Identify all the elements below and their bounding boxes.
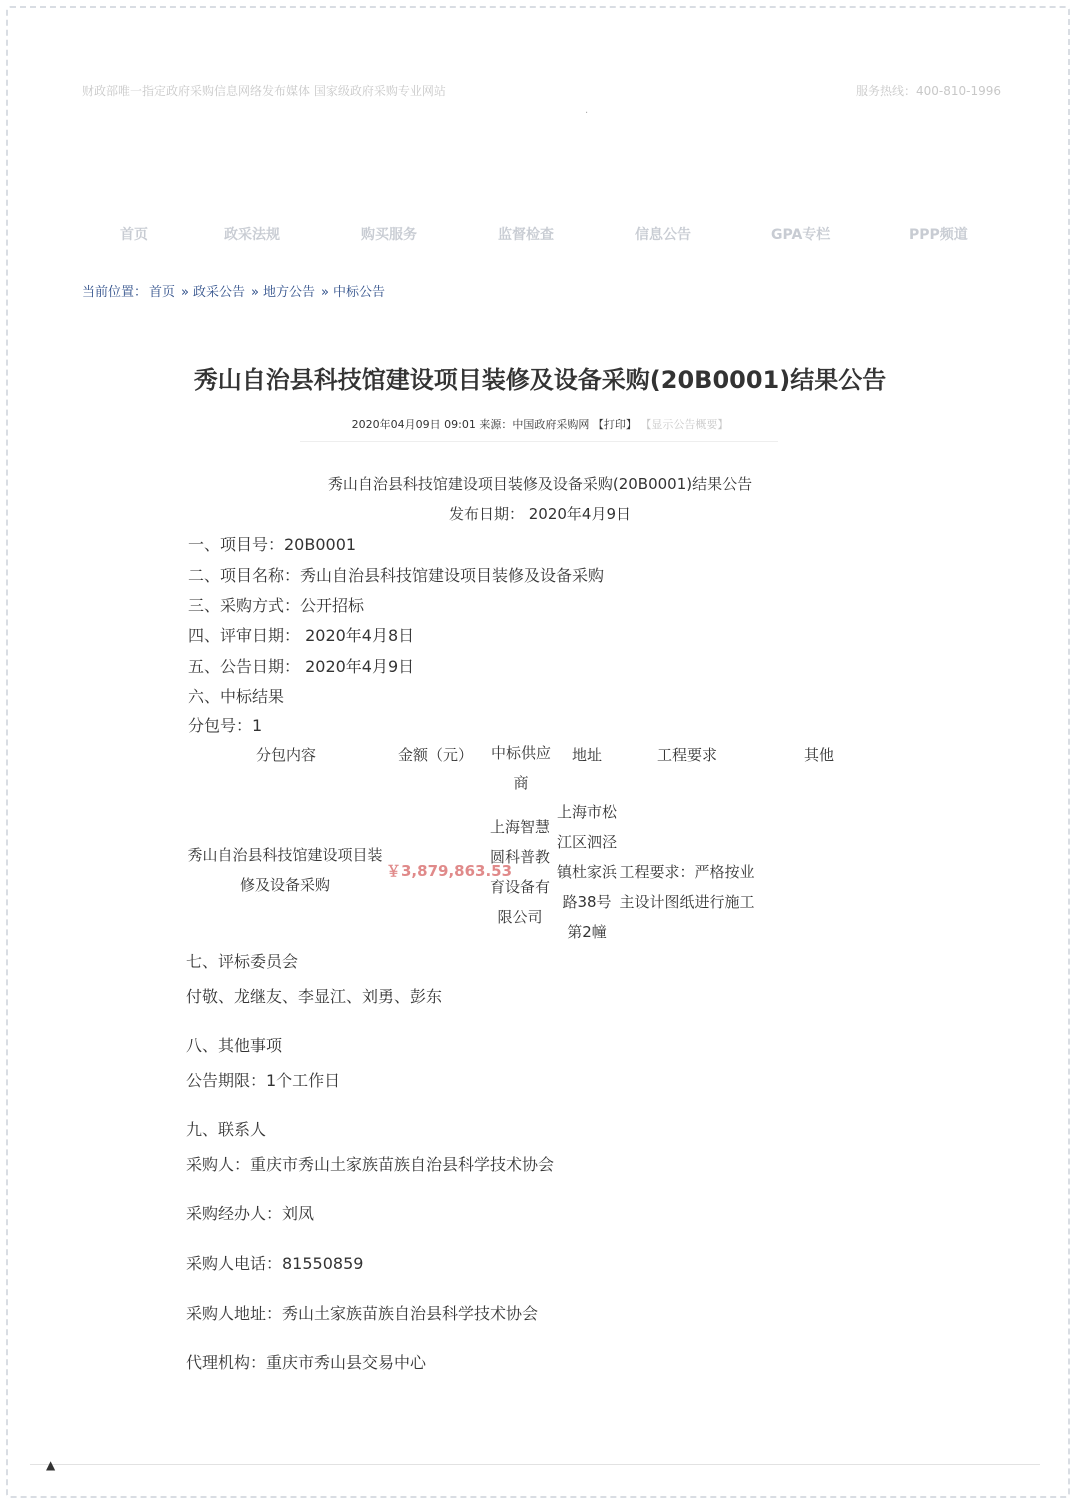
article-meta: [0, 416, 1080, 432]
main-nav: [0, 224, 1080, 246]
col-supplier: 中标供应商: [490, 744, 551, 792]
nav-gpa[interactable]: GPA专栏: [771, 227, 831, 243]
breadcrumb-separator: »: [321, 285, 329, 300]
breadcrumb-separator: »: [251, 285, 259, 300]
breadcrumb-home[interactable]: 首页: [149, 285, 176, 300]
cell-amount: ￥3,879,863.53: [386, 862, 513, 880]
package-number: 分包号：1: [188, 716, 263, 735]
col-content: 分包内容: [256, 746, 317, 764]
nav-purchase-services[interactable]: 购买服务: [361, 227, 417, 243]
review-date: 四、评审日期： 2020年4月8日: [188, 626, 415, 645]
buyer: 采购人：重庆市秀山土家族苗族自治县科学技术协会: [186, 1155, 555, 1174]
breadcrumb-prefix: 当前位置：: [82, 285, 148, 300]
service-hotline: 服务热线：400-810-1996: [856, 84, 1002, 98]
cell-address: 上海市松江区泗泾镇杜家浜路38号第2幢: [556, 803, 617, 941]
project-number: 一、项目号：20B0001: [188, 535, 357, 554]
nav-home[interactable]: 首页: [120, 227, 148, 243]
buyer-handler: 采购经办人：刘凤: [186, 1204, 315, 1223]
bottom-divider: [30, 1464, 1040, 1465]
cell-requirement: 工程要求：严格按业主设计图纸进行施工: [619, 863, 755, 911]
breadcrumb-procurement[interactable]: 政采公告: [193, 285, 246, 300]
award-result-heading: 六、中标结果: [188, 687, 285, 706]
notice-period: 公告期限：1个工作日: [186, 1071, 341, 1090]
nav-ppp[interactable]: PPP频道: [909, 227, 968, 243]
agency: 代理机构：重庆市秀山县交易中心: [186, 1353, 427, 1372]
announce-date: 五、公告日期： 2020年4月9日: [188, 657, 415, 676]
notice-subtitle: 秀山自治县科技馆建设项目装修及设备采购(20B0001)结果公告: [327, 475, 753, 493]
nav-announcements[interactable]: 信息公告: [635, 227, 691, 243]
breadcrumb-local[interactable]: 地方公告: [262, 285, 315, 300]
project-name: 二、项目名称：秀山自治县科技馆建设项目装修及设备采购: [188, 566, 605, 585]
other-matters-heading: 八、其他事项: [186, 1036, 283, 1055]
buyer-address: 采购人地址：秀山土家族苗族自治县科学技术协会: [186, 1304, 539, 1323]
publish-date: 发布日期： 2020年4月9日: [448, 505, 632, 523]
nav-regulations[interactable]: 政采法规: [224, 227, 280, 243]
procurement-method: 三、采购方式：公开招标: [188, 596, 365, 615]
col-other: 其他: [804, 746, 835, 764]
committee-members: 付敬、龙继友、李显江、刘勇、彭东: [186, 987, 443, 1006]
col-requirement: 工程要求: [657, 746, 718, 764]
cell-content: 秀山自治县科技馆建设项目装修及设备采购: [187, 846, 383, 894]
cell-supplier: 上海智慧圆科普教育设备有限公司: [489, 818, 550, 926]
contacts-heading: 九、联系人: [186, 1120, 267, 1139]
breadcrumb: [82, 281, 387, 300]
buyer-phone: 采购人电话：81550859: [186, 1254, 364, 1273]
divider: [300, 441, 778, 442]
show-summary-link[interactable]: 【显示公告概要】: [640, 418, 729, 431]
corner-mark: ▲: [46, 1458, 56, 1472]
col-amount: 金额（元）: [398, 746, 474, 764]
committee-heading: 七、评标委员会: [186, 952, 299, 971]
breadcrumb-award[interactable]: 中标公告: [332, 285, 385, 300]
site-tagline: 财政部唯一指定政府采购信息网络发布媒体 国家级政府采购专业网站: [82, 84, 446, 98]
article-meta-info: 2020年04月09日 09:01 来源：中国政府采购网 【打印】: [351, 418, 637, 431]
article-title: 秀山自治县科技馆建设项目装修及设备采购(20B0001)结果公告: [193, 366, 887, 394]
col-address: 地址: [572, 746, 603, 764]
nav-supervision[interactable]: 监督检查: [498, 227, 554, 243]
breadcrumb-separator: »: [181, 285, 189, 300]
scan-speck: ·: [585, 108, 589, 119]
